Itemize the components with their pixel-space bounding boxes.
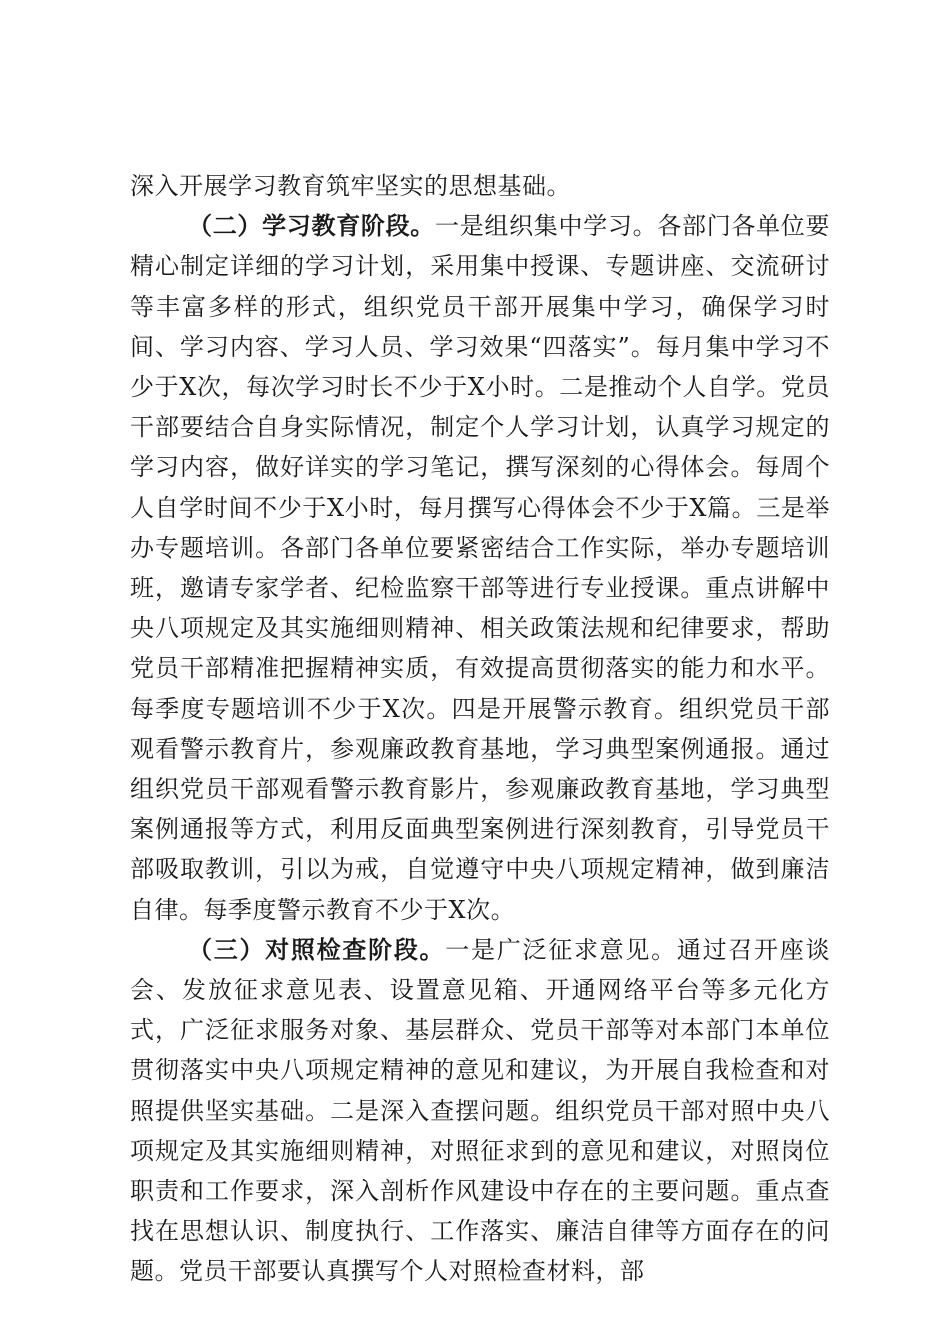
section-heading-check: （三）对照检查阶段。 bbox=[188, 935, 446, 964]
paragraph-text: 深入开展学习教育筑牢坚实的思想基础。 bbox=[130, 172, 571, 200]
paragraph-check-stage bbox=[130, 930, 830, 1292]
paragraph-text: 一是广泛征求意见。通过召开座谈会、发放征求意见表、设置意见箱、开通网络平台等多元化方式，广泛征求服务对象、基层群众、党员干部等对本部门本单位贯彻落实中央八项规定精神的意见和建议，为开展自我检查和对照提供坚实基础。二是深入查摆问题。组织党员干部对照中央八项规定及其实施细则精神，对照征求到的意见和建议，对照岗位职责和工作要求，深入剖析作风建设中存在的主要问题。重点查找在思想认识、制度执行、工作落实、廉洁自律等方面存在的问题。党员干部要认真撰写个人对照检查材料，部 bbox=[130, 935, 831, 1286]
paragraph-study-stage bbox=[130, 206, 830, 930]
paragraph-continuation bbox=[130, 166, 830, 206]
paragraph-text: 一是组织集中学习。各部门各单位要精心制定详细的学习计划，采用集中授课、专题讲座、交流研讨等丰富多样的形式，组织党员干部开展集中学习，确保学习时间、学习内容、学习人员、学习效果“四落实”。每月集中学习不少于X次，每次学习时长不少于X小时。二是推动个人自学。党员干部要结合自身实际情况，制定个人学习计划，认真学习规定的学习内容，做好详实的学习笔记，撰写深刻的心得体会。每周个人自学时间不少于X小时，每月撰写心得体会不少于X篇。三是举办专题培训。各部门各单位要紧密结合工作实际，举办专题培训班，邀请专家学者、纪检监察干部等进行专业授课。重点讲解中央八项规定及其实施细则精神、相关政策法规和纪律要求，帮助党员干部精准把握精神实质，有效提高贯彻落实的能力和水平。每季度专题培训不少于X次。四是开展警示教育。组织党员干部观看警示教育片，参观廉政教育基地，学习典型案例通报。通过组织党员干部观看警示教育影片，参观廉政教育基地，学习典型案例通报等方式，利用反面典型案例进行深刻教育，引导党员干部吸取教训，引以为戒，自觉遵守中央八项规定精神，做到廉洁自律。每季度警示教育不少于X次。 bbox=[130, 212, 830, 924]
document-body bbox=[130, 166, 830, 1292]
section-heading-study: （二）学习教育阶段。 bbox=[188, 212, 435, 241]
